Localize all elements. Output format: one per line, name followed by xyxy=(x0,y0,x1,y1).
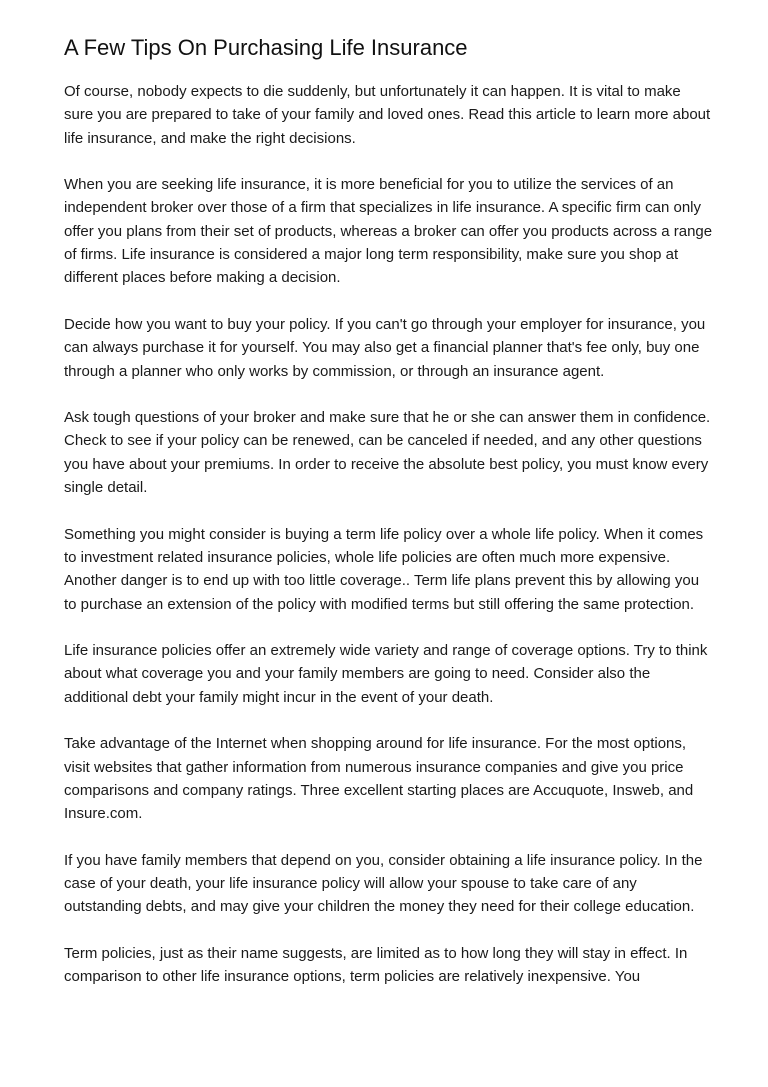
paragraph: Life insurance policies offer an extremely wide variety and range of coverage options. Try to think about what coverage you and your family members are going to need. Consider also the additional debt your family might incur in the event of your death. xyxy=(64,642,708,706)
paragraph: Decide how you want to buy your policy. If you can't go through your employer for insurance, you can always purchase it for yourself. You may also get a financial planner that's fee only, buy one through a planner who only works by commission, or through an insurance agent. xyxy=(64,315,706,380)
paragraph: When you are seeking life insurance, it is more beneficial for you to utilize the services of an independent broker over those of a firm that specializes in life insurance. A specific firm can only offer you plans from their set of products, whereas a broker can offer you products across a range of firms. Life insurance is considered a major long term responsibility, make sure you shop at different places before making a decision. xyxy=(64,176,713,287)
paragraph: Of course, nobody expects to die suddenly, but unfortunately it can happen. It is vital to make sure you are prepared to take of your family and loved ones. Read this article to learn more about life insurance, and make the right decisions. xyxy=(64,83,711,147)
page-title: A Few Tips On Purchasing Life Insurance xyxy=(64,35,468,60)
document-page xyxy=(64,32,714,1012)
paragraph: Take advantage of the Internet when shopping around for life insurance. For the most options, visit websites that gather information from numerous insurance companies and give you price comparisons and company ratings. Three excellent starting places are Accuquote, Insweb, and Insure.com. xyxy=(64,735,694,823)
paragraph: Ask tough questions of your broker and make sure that he or she can answer them in confidence. Check to see if your policy can be renewed, can be canceled if needed, and any other questions you have about your premiums. In order to receive the absolute best policy, you must know every single detail. xyxy=(64,409,711,497)
paragraph: Term policies, just as their name suggests, are limited as to how long they will stay in effect. In comparison to other life insurance options, term policies are relatively inexpensive. You xyxy=(64,944,688,986)
paragraph: Something you might consider is buying a term life policy over a whole life policy. When it comes to investment related insurance policies, whole life policies are often much more expensive. Another danger is to end up with too little coverage.. Term life plans prevent this by allowing you to purchase an extension of the policy with modified terms but still offering the same protection. xyxy=(64,525,704,613)
paragraph: If you have family members that depend on you, consider obtaining a life insurance policy. In the case of your death, your life insurance policy will allow your spouse to take care of any outstanding debts, and may give your children the money they need for their college education. xyxy=(64,851,703,916)
